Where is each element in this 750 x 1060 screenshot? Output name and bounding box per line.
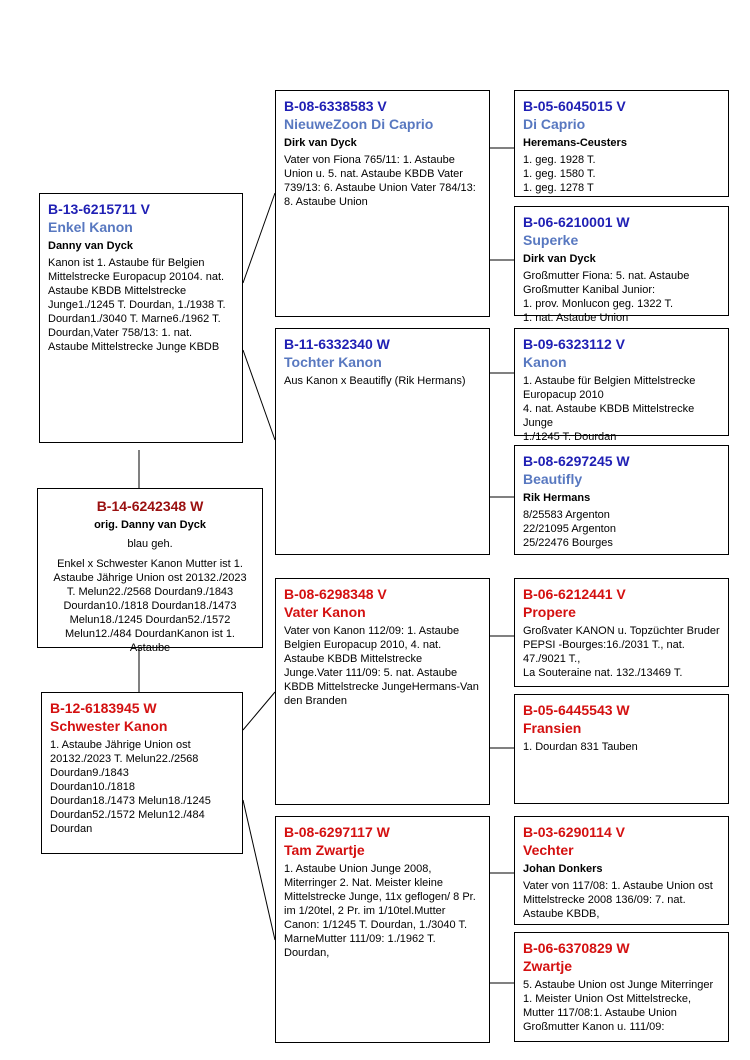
sdd-owner: Rik Hermans [523, 492, 591, 504]
sds-ring: B-09-6323112 V [523, 336, 625, 352]
dam-sire-description: Vater von Kanon 112/09: 1. Astaube Belgien Europacup 2010, 4. nat. Astaube KBDB Mittelstrecke Junge.Vater 111/09: 5. nat. Astaube KBDB Mittelstrecke JungeHermans-Van den Branden [284, 625, 479, 707]
sire-ring: B-13-6215711 V [48, 201, 150, 217]
connector-sire-sd [243, 350, 275, 440]
sss-owner: Heremans-Ceusters [523, 137, 627, 149]
dam-description: 1. Astaube Jährige Union ost 20132./2023 T. Melun22./2568 Dourdan9./1843 Dourdan10./1818 Dourdan18./1473 Melun18./1245 Dourdan52./1572 Melun12./484 Dourdan [50, 739, 211, 835]
dss-name: Propere [523, 604, 576, 620]
dam-dam-name: Tam Zwartje [284, 842, 365, 858]
dds-ring: B-03-6290114 V [523, 824, 625, 840]
dsd-ring: B-05-6445543 W [523, 702, 630, 718]
sdd-card [514, 445, 729, 555]
dds-name: Vechter [523, 842, 574, 858]
subject-description: Enkel x Schwester Kanon Mutter ist 1. Astaube Jährige Union ost 20132./2023 T. Melun22./2568 Dourdan9./1843 Dourdan10./1818 Dourdan18./1473 Melun18./1245 Dourdan52./1572 Melun12./484 DourdanKanon ist 1. Astaube [53, 558, 247, 654]
dss-description: Großvater KANON u. Topzüchter Bruder PEPSI -Bourges:16./2031 T., nat. 47./9021 T., La Souteraine nat. 132./13469 T. [523, 625, 720, 679]
sdd-name: Beautifly [523, 471, 583, 487]
dds-description: Vater von 117/08: 1. Astaube Union ost Mittelstrecke 2008 136/09: 7. nat. Astaube KBDB, [523, 880, 713, 920]
sss-card [514, 90, 729, 197]
ssd-description: Großmutter Fiona: 5. nat. Astaube Großmutter Kanibal Junior: 1. prov. Monlucon geg. 1322 T. 1. nat. Astaube Union [523, 270, 690, 324]
sire-owner: Danny van Dyck [48, 240, 133, 252]
dsd-card [514, 694, 729, 804]
dss-card [514, 578, 729, 687]
sss-ring: B-05-6045015 V [523, 98, 626, 114]
sire-description: Kanon ist 1. Astaube für Belgien Mittelstrecke Europacup 20104. nat. Astaube KBDB Mittelstrecke Junge1./1245 T. Dourdan, 1./1938 T. Dourdan1./3040 T. Marne6./1962 T. Dourdan,Vater 758/13: 1. nat. Astaube Mittelstrecke Junge KBDB [48, 257, 226, 353]
dam-name: Schwester Kanon [50, 718, 168, 734]
dds-owner: Johan Donkers [523, 863, 603, 875]
sire-sire-card [275, 90, 490, 317]
dam-card [41, 692, 243, 854]
sdd-description: 8/25583 Argenton 22/21095 Argenton 25/22476 Bourges [523, 509, 616, 549]
sire-dam-card [275, 328, 490, 555]
sire-dam-description: Aus Kanon x Beautifly (Rik Hermans) [284, 375, 466, 387]
dam-sire-card [275, 578, 490, 805]
dam-ring: B-12-6183945 W [50, 700, 157, 716]
dam-dam-ring: B-08-6297117 W [284, 824, 390, 840]
ssd-owner: Dirk van Dyck [523, 253, 596, 265]
ddd-card [514, 932, 729, 1042]
subject-card [37, 488, 263, 654]
dsd-description: 1. Dourdan 831 Tauben [523, 741, 638, 753]
sds-description: 1. Astaube für Belgien Mittelstrecke Europacup 2010 4. nat. Astaube KBDB Mittelstrecke Junge 1./1245 T. Dourdan [523, 375, 696, 443]
connector-dam-ds [243, 692, 275, 730]
ssd-name: Superke [523, 232, 579, 248]
sire-dam-ring: B-11-6332340 W [284, 336, 390, 352]
sire-sire-description: Vater von Fiona 765/11: 1. Astaube Union u. 5. nat. Astaube KBDB Vater 739/13: 6. Astaube Union Vater 784/13: 8. Astaube Union [284, 154, 476, 208]
dds-card [514, 816, 729, 925]
sire-dam-name: Tochter Kanon [284, 354, 382, 370]
sire-name: Enkel Kanon [48, 219, 133, 235]
dam-dam-card [275, 816, 490, 1043]
subject-owner: orig. Danny van Dyck [94, 519, 206, 531]
sire-sire-ring: B-08-6338583 V [284, 98, 387, 114]
ddd-ring: B-06-6370829 W [523, 940, 630, 956]
dss-ring: B-06-6212441 V [523, 586, 626, 602]
dam-sire-ring: B-08-6298348 V [284, 586, 387, 602]
sire-sire-name: NieuweZoon Di Caprio [284, 116, 434, 132]
sss-description: 1. geg. 1928 T. 1. geg. 1580 T. 1. geg. 1278 T [523, 154, 596, 194]
sss-name: Di Caprio [523, 116, 586, 132]
dam-dam-description: 1. Astaube Union Junge 2008, Miterringer 2. Nat. Meister kleine Mittelstrecke Junge, 11x geflogen/ 8 Pr. im 1/20tel, 2 Pr. im 1/10tel.Mutter Canon: 1/1245 T. Dourdan, 1./3040 T. MarneMutter 111/09: 1./1962 T. Dourdan, [284, 863, 476, 959]
ddd-name: Zwartje [523, 958, 573, 974]
ddd-description: 5. Astaube Union ost Junge Miterringer 1. Meister Union Ost Mittelstrecke, Mutter 117/08:1. Astaube Union Großmutter Kanon u. 111/09: [523, 979, 714, 1033]
connector-sire-ss [243, 193, 275, 283]
sdd-ring: B-08-6297245 W [523, 453, 630, 469]
sds-name: Kanon [523, 354, 567, 370]
sds-card [514, 328, 729, 443]
sire-sire-owner: Dirk van Dyck [284, 137, 357, 149]
sire-card [39, 193, 243, 443]
ssd-ring: B-06-6210001 W [523, 214, 630, 230]
ssd-card [514, 206, 729, 324]
subject-ring: B-14-6242348 W [96, 498, 204, 514]
connector-dam-dd [243, 800, 275, 940]
subject-color: blau geh. [127, 538, 173, 550]
dsd-name: Fransien [523, 720, 582, 736]
dam-sire-name: Vater Kanon [284, 604, 366, 620]
